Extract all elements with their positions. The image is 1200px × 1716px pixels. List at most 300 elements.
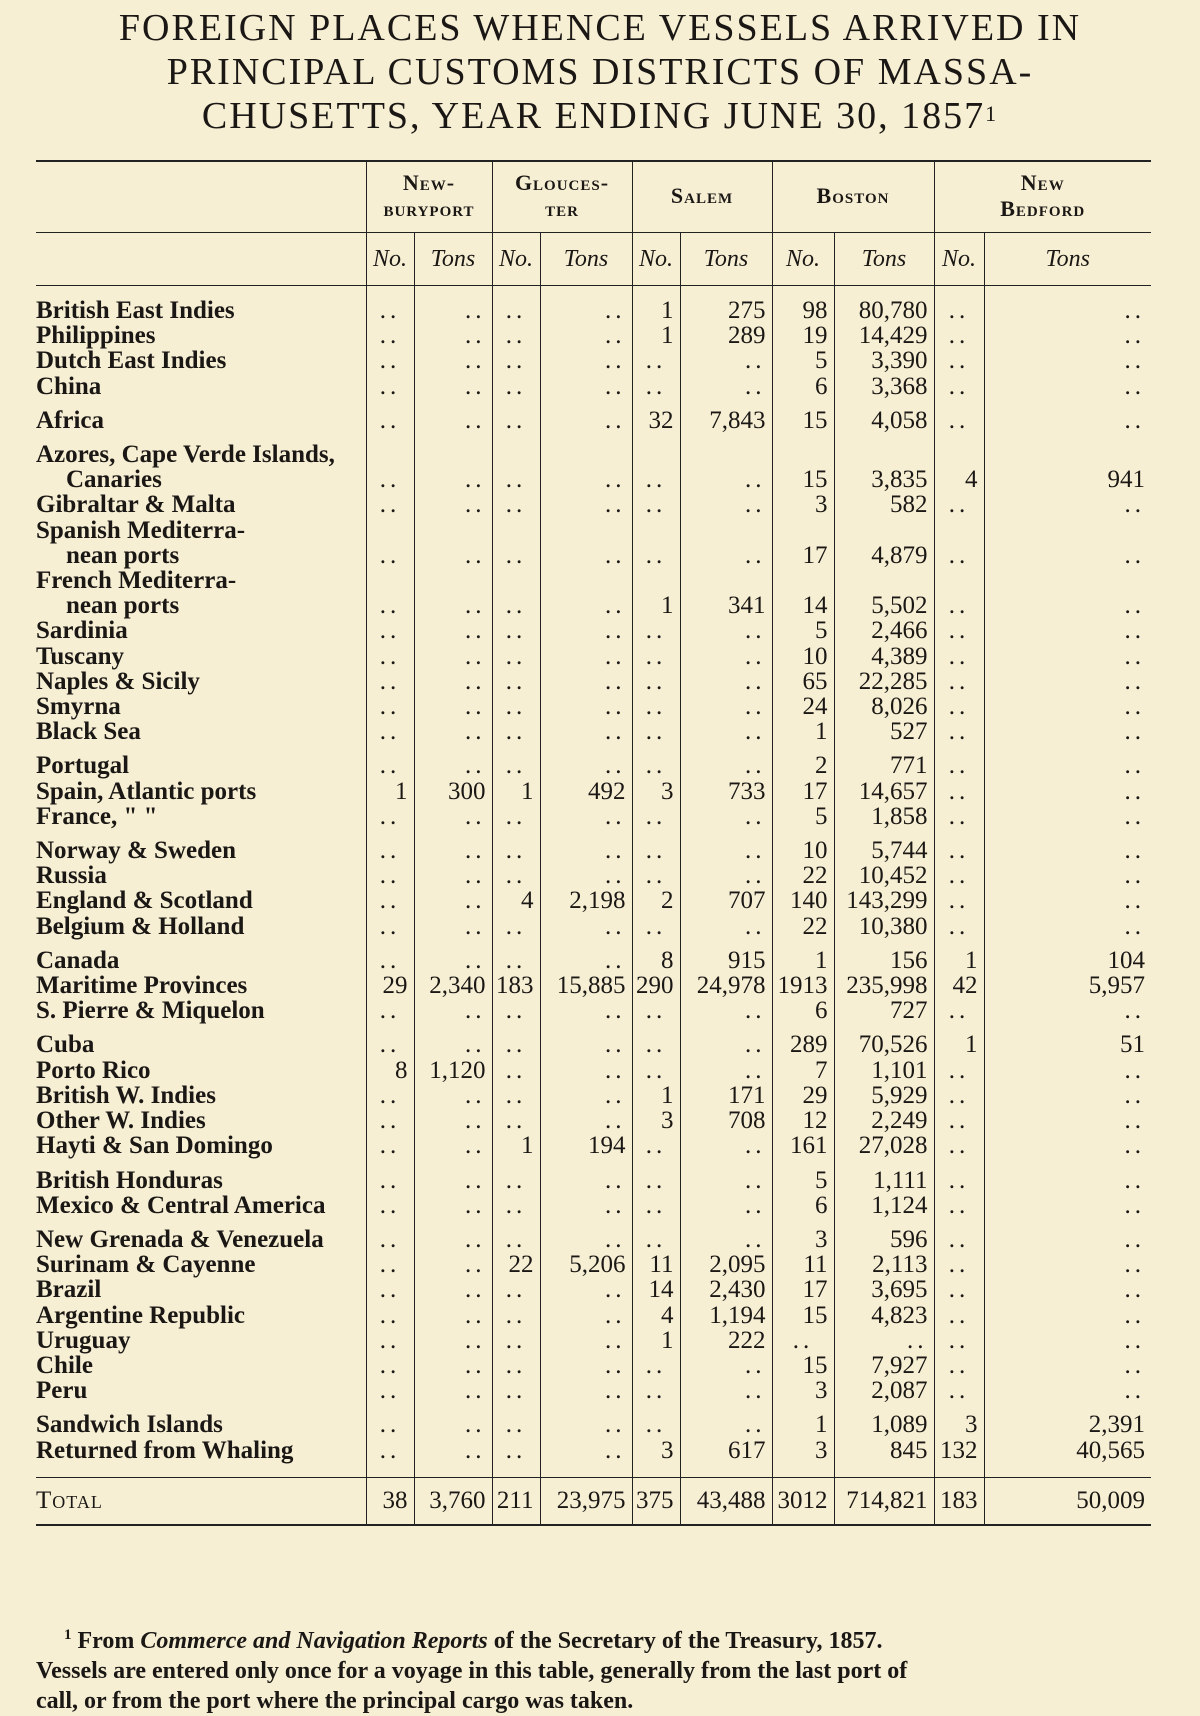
empty-value: .. — [540, 323, 632, 348]
place-name: Cuba — [36, 1031, 95, 1059]
empty-value: .. — [984, 298, 1151, 323]
tonnage: 22,285 — [834, 669, 934, 694]
table-row — [36, 973, 1151, 998]
vessel-count: 1 — [492, 1133, 540, 1158]
tonnage: 5,957 — [984, 973, 1151, 998]
tonnage: 707 — [680, 888, 772, 913]
empty-value: .. — [680, 998, 772, 1023]
blank-cell — [414, 442, 492, 467]
table-row — [36, 644, 1151, 669]
table-row — [36, 323, 1151, 348]
blank-cell — [834, 568, 934, 593]
total-label: Total — [36, 1477, 366, 1525]
blank-cell — [492, 442, 540, 467]
empty-value: .. — [632, 1412, 680, 1437]
empty-value: .. — [934, 374, 984, 399]
table-row — [36, 1058, 1151, 1083]
empty-value: .. — [680, 838, 772, 863]
total-tonnage: 714,821 — [834, 1477, 934, 1525]
vessel-count: 24 — [772, 694, 834, 719]
empty-value: .. — [492, 669, 540, 694]
total-tonnage: 43,488 — [680, 1477, 772, 1525]
empty-value: .. — [632, 348, 680, 373]
tonnage: 5,502 — [834, 593, 934, 618]
empty-value: .. — [366, 719, 414, 744]
empty-value: .. — [366, 1438, 414, 1463]
tonnage: 2,340 — [414, 973, 492, 998]
empty-value: .. — [540, 1193, 632, 1218]
empty-value: .. — [934, 719, 984, 744]
vessel-count: 29 — [772, 1083, 834, 1108]
place-name: China — [36, 372, 102, 400]
empty-value: .. — [680, 543, 772, 568]
empty-value: .. — [984, 669, 1151, 694]
blank-cell — [772, 518, 834, 543]
gap-cell — [540, 433, 632, 442]
spacer-cell — [36, 1463, 366, 1478]
total-tonnage: 50,009 — [984, 1477, 1151, 1525]
place-name: Smyrna — [36, 693, 121, 721]
spacer-cell — [632, 1463, 680, 1478]
empty-value: .. — [632, 1353, 680, 1378]
blank-cell — [540, 442, 632, 467]
tonnage: 222 — [680, 1328, 772, 1353]
table-row — [36, 568, 1151, 593]
empty-value: .. — [984, 1108, 1151, 1133]
tonnage: 194 — [540, 1133, 632, 1158]
tonnage: 341 — [680, 593, 772, 618]
district-header-row — [36, 160, 1151, 233]
empty-value: .. — [540, 998, 632, 1023]
total-row — [36, 1477, 1151, 1525]
district-header — [366, 160, 492, 233]
vessel-count: 17 — [772, 1277, 834, 1302]
empty-value: .. — [632, 753, 680, 778]
tons-header: Tons — [414, 233, 492, 286]
empty-value: .. — [680, 914, 772, 939]
place-name: Mexico & Central America — [36, 1191, 326, 1219]
gap-cell — [934, 433, 984, 442]
vessel-count: 140 — [772, 888, 834, 913]
empty-value: .. — [414, 1378, 492, 1403]
empty-value: .. — [632, 1058, 680, 1083]
empty-value: .. — [632, 618, 680, 643]
blank-cell — [680, 568, 772, 593]
empty-value: .. — [492, 467, 540, 492]
vessel-count: 10 — [772, 644, 834, 669]
group-gap — [36, 1023, 1151, 1032]
table-row — [36, 374, 1151, 399]
empty-value: .. — [632, 1193, 680, 1218]
place-name: French Mediterra- — [36, 567, 237, 595]
empty-value: .. — [934, 694, 984, 719]
district-header — [632, 160, 772, 233]
empty-value: .. — [492, 1227, 540, 1252]
group-gap — [36, 939, 1151, 948]
place-header — [36, 160, 366, 233]
empty-value: .. — [540, 719, 632, 744]
blank-cell — [772, 442, 834, 467]
empty-value: .. — [414, 618, 492, 643]
tonnage: 70,526 — [834, 1032, 934, 1057]
empty-value: .. — [934, 644, 984, 669]
place-name: Spanish Mediterra- — [36, 516, 246, 544]
empty-value: .. — [414, 838, 492, 863]
vessel-count: 183 — [492, 973, 540, 998]
empty-value: .. — [414, 1032, 492, 1057]
place-name: Hayti & San Domingo — [36, 1132, 273, 1160]
vessel-count: 65 — [772, 669, 834, 694]
empty-value: .. — [366, 644, 414, 669]
empty-value: .. — [366, 1227, 414, 1252]
tonnage: 941 — [984, 467, 1151, 492]
empty-value: .. — [680, 374, 772, 399]
empty-value: .. — [680, 1168, 772, 1193]
vessel-count: 14 — [772, 593, 834, 618]
empty-value: .. — [984, 998, 1151, 1023]
empty-value: .. — [680, 694, 772, 719]
place-name: Naples & Sicily — [36, 667, 200, 695]
vessel-count: 98 — [772, 298, 834, 323]
empty-value: .. — [632, 694, 680, 719]
table-row — [36, 1438, 1151, 1463]
number-header: No. — [366, 233, 414, 286]
tonnage: 10,452 — [834, 863, 934, 888]
blank-cell — [632, 518, 680, 543]
district-header — [934, 160, 1151, 233]
vessel-count: 3 — [772, 1438, 834, 1463]
tons-header: Tons — [984, 233, 1151, 286]
blank-cell — [984, 518, 1151, 543]
place-name: Canada — [36, 946, 120, 974]
empty-value: .. — [540, 1303, 632, 1328]
vessel-count: 1 — [772, 1412, 834, 1437]
empty-value: .. — [366, 694, 414, 719]
place-name: England & Scotland — [36, 887, 253, 915]
vessel-count: 1 — [772, 948, 834, 973]
empty-value: .. — [414, 888, 492, 913]
place-name: Returned from Whaling — [36, 1436, 294, 1464]
empty-value: .. — [366, 1378, 414, 1403]
empty-value: .. — [984, 694, 1151, 719]
vessel-count: 1 — [632, 1083, 680, 1108]
empty-value: .. — [492, 1328, 540, 1353]
empty-value: .. — [680, 618, 772, 643]
empty-value: .. — [984, 408, 1151, 433]
place-name: New Grenada & Venezuela — [36, 1225, 324, 1253]
tonnage: 51 — [984, 1032, 1151, 1057]
empty-value: .. — [934, 863, 984, 888]
empty-value: .. — [984, 374, 1151, 399]
vessel-count: 6 — [772, 998, 834, 1023]
empty-value: .. — [984, 1168, 1151, 1193]
empty-value: .. — [366, 1083, 414, 1108]
empty-value: .. — [934, 543, 984, 568]
spacer-row — [36, 1463, 1151, 1478]
empty-value: .. — [366, 323, 414, 348]
empty-value: .. — [984, 719, 1151, 744]
vessel-count: 3 — [772, 1378, 834, 1403]
table-row — [36, 1328, 1151, 1353]
tons-header: Tons — [680, 233, 772, 286]
table-row — [36, 1133, 1151, 1158]
empty-value: .. — [680, 1032, 772, 1057]
total-vessel-count: 3012 — [772, 1477, 834, 1525]
empty-value: .. — [492, 492, 540, 517]
blank-cell — [934, 442, 984, 467]
empty-value: .. — [632, 1032, 680, 1057]
vessel-count: 1 — [632, 298, 680, 323]
empty-value: .. — [492, 374, 540, 399]
empty-value: .. — [540, 543, 632, 568]
district-name-line-1: New — [1020, 170, 1065, 195]
place-name: Chile — [36, 1351, 93, 1379]
tonnage: 2,087 — [834, 1378, 934, 1403]
empty-value: .. — [632, 838, 680, 863]
empty-value: .. — [492, 1193, 540, 1218]
empty-value: .. — [366, 543, 414, 568]
title-line-2: PRINCIPAL CUSTOMS DISTRICTS OF MASSA- — [166, 51, 1034, 93]
vessel-count: 14 — [632, 1277, 680, 1302]
empty-value: .. — [934, 618, 984, 643]
tons-header: Tons — [834, 233, 934, 286]
empty-value: .. — [540, 1032, 632, 1057]
tonnage: 104 — [984, 948, 1151, 973]
empty-value: .. — [366, 1303, 414, 1328]
table-row — [36, 348, 1151, 373]
empty-value: .. — [366, 1252, 414, 1277]
table-row — [36, 543, 1151, 568]
empty-value: .. — [680, 644, 772, 669]
tonnage: 2,430 — [680, 1277, 772, 1302]
place-name: nean ports — [66, 541, 180, 569]
table-row — [36, 1193, 1151, 1218]
empty-value: .. — [632, 543, 680, 568]
empty-value: .. — [540, 669, 632, 694]
tonnage: 527 — [834, 719, 934, 744]
empty-value: .. — [934, 323, 984, 348]
place-name: Surinam & Cayenne — [36, 1251, 256, 1279]
vessel-count: 3 — [772, 1227, 834, 1252]
blank-cell — [540, 518, 632, 543]
empty-value: .. — [540, 408, 632, 433]
table-row — [36, 1083, 1151, 1108]
empty-value: .. — [934, 1083, 984, 1108]
place-name: Africa — [36, 406, 105, 434]
empty-value: .. — [414, 804, 492, 829]
place-name: Canaries — [66, 466, 162, 494]
gap-cell — [772, 433, 834, 442]
table-row — [36, 442, 1151, 467]
empty-value: .. — [492, 998, 540, 1023]
empty-value: .. — [366, 374, 414, 399]
blank-cell — [984, 442, 1151, 467]
empty-value: .. — [632, 669, 680, 694]
empty-value: .. — [540, 1412, 632, 1437]
empty-value: .. — [492, 1438, 540, 1463]
empty-value: .. — [414, 348, 492, 373]
place-name: Sandwich Islands — [36, 1411, 223, 1439]
vessel-count: 7 — [772, 1058, 834, 1083]
empty-value: .. — [934, 1303, 984, 1328]
empty-value: .. — [540, 1328, 632, 1353]
empty-value: .. — [934, 838, 984, 863]
place-name: Uruguay — [36, 1326, 131, 1354]
vessel-count: 1 — [934, 948, 984, 973]
tonnage: 24,978 — [680, 973, 772, 998]
empty-value: .. — [492, 618, 540, 643]
empty-value: .. — [540, 644, 632, 669]
tonnage: 171 — [680, 1083, 772, 1108]
empty-value: .. — [540, 1277, 632, 1302]
vessel-count: 289 — [772, 1032, 834, 1057]
table-row — [36, 492, 1151, 517]
footnote-source: Commerce and Navigation Reports — [140, 1628, 488, 1654]
empty-value: .. — [540, 374, 632, 399]
district-header — [772, 160, 934, 233]
empty-value: .. — [366, 1133, 414, 1158]
empty-value: .. — [414, 1412, 492, 1437]
total-tonnage: 23,975 — [540, 1477, 632, 1525]
empty-value: .. — [934, 1378, 984, 1403]
tonnage: 5,929 — [834, 1083, 934, 1108]
vessel-count: 22 — [492, 1252, 540, 1277]
vessel-count: 290 — [632, 973, 680, 998]
empty-value: .. — [632, 644, 680, 669]
empty-value: .. — [366, 348, 414, 373]
blank-cell — [934, 518, 984, 543]
empty-value: .. — [540, 753, 632, 778]
empty-value: .. — [540, 1353, 632, 1378]
empty-value: .. — [366, 863, 414, 888]
empty-value: .. — [680, 669, 772, 694]
blank-cell — [772, 568, 834, 593]
empty-value: .. — [680, 719, 772, 744]
title-line-3 — [0, 94, 1200, 138]
vessel-count: 22 — [772, 863, 834, 888]
empty-value: .. — [366, 618, 414, 643]
empty-value: .. — [632, 914, 680, 939]
tonnage: 15,885 — [540, 973, 632, 998]
table-row — [36, 1252, 1151, 1277]
place-name: Brazil — [36, 1276, 102, 1304]
empty-value: .. — [366, 1168, 414, 1193]
blank-cell — [632, 568, 680, 593]
empty-value: .. — [492, 804, 540, 829]
empty-value: .. — [492, 1032, 540, 1057]
empty-value: .. — [984, 1133, 1151, 1158]
place-name: Tuscany — [36, 642, 125, 670]
empty-value: .. — [540, 618, 632, 643]
spacer-cell — [492, 1463, 540, 1478]
table-row — [36, 1168, 1151, 1193]
tonnage: 5,206 — [540, 1252, 632, 1277]
empty-value: .. — [984, 1378, 1151, 1403]
empty-value: .. — [492, 298, 540, 323]
table-row — [36, 1303, 1151, 1328]
empty-value: .. — [414, 998, 492, 1023]
empty-value: .. — [984, 914, 1151, 939]
group-gap — [36, 399, 1151, 408]
empty-value: .. — [632, 1168, 680, 1193]
empty-value: .. — [492, 1058, 540, 1083]
empty-value: .. — [492, 644, 540, 669]
empty-value: .. — [492, 1303, 540, 1328]
empty-value: .. — [414, 408, 492, 433]
tonnage: 733 — [680, 779, 772, 804]
title-line-1: FOREIGN PLACES WHENCE VESSELS ARRIVED IN — [118, 7, 1082, 49]
empty-value: .. — [414, 1108, 492, 1133]
blank-cell — [366, 568, 414, 593]
empty-value: .. — [540, 1058, 632, 1083]
empty-value: .. — [632, 374, 680, 399]
table-row — [36, 1277, 1151, 1302]
empty-value: .. — [414, 374, 492, 399]
tonnage: 27,028 — [834, 1133, 934, 1158]
empty-value: .. — [540, 1168, 632, 1193]
tonnage: 3,695 — [834, 1277, 934, 1302]
tonnage: 4,389 — [834, 644, 934, 669]
spacer-cell — [680, 1463, 772, 1478]
empty-value: .. — [632, 863, 680, 888]
empty-value: .. — [984, 492, 1151, 517]
vessel-count: 1 — [772, 719, 834, 744]
blank-cell — [492, 518, 540, 543]
tonnage: 7,843 — [680, 408, 772, 433]
vessel-count: 3 — [632, 1108, 680, 1133]
empty-value: .. — [984, 1277, 1151, 1302]
empty-value: .. — [984, 323, 1151, 348]
total-vessel-count: 375 — [632, 1477, 680, 1525]
empty-value: .. — [934, 1168, 984, 1193]
district-name-line-1: Boston — [816, 183, 890, 208]
empty-value: .. — [366, 467, 414, 492]
blank-cell — [366, 442, 414, 467]
place-name: Philippines — [36, 322, 156, 350]
vessel-count: 8 — [632, 948, 680, 973]
table-row — [36, 753, 1151, 778]
total-vessel-count: 38 — [366, 1477, 414, 1525]
vessel-count: 1 — [492, 779, 540, 804]
spacer-cell — [934, 1463, 984, 1478]
tonnage: 275 — [680, 298, 772, 323]
tonnage: 143,299 — [834, 888, 934, 913]
empty-value: .. — [984, 863, 1151, 888]
place-name: Argentine Republic — [36, 1301, 246, 1329]
empty-value: .. — [934, 492, 984, 517]
empty-value: .. — [680, 492, 772, 517]
empty-value: .. — [492, 838, 540, 863]
empty-value: .. — [366, 1032, 414, 1057]
empty-value: .. — [492, 1083, 540, 1108]
empty-value: .. — [772, 1328, 834, 1353]
empty-value: .. — [984, 1083, 1151, 1108]
empty-value: .. — [540, 1227, 632, 1252]
empty-value: .. — [984, 1227, 1151, 1252]
number-header: No. — [632, 233, 680, 286]
tonnage: 80,780 — [834, 298, 934, 323]
empty-value: .. — [540, 593, 632, 618]
vessel-count: 1 — [632, 1328, 680, 1353]
empty-value: .. — [366, 1193, 414, 1218]
vessel-count: 15 — [772, 408, 834, 433]
number-header: No. — [492, 233, 540, 286]
empty-value: .. — [366, 838, 414, 863]
empty-value: .. — [492, 408, 540, 433]
blank-cell — [414, 568, 492, 593]
gap-cell — [366, 433, 414, 442]
place-name: Norway & Sweden — [36, 837, 236, 865]
